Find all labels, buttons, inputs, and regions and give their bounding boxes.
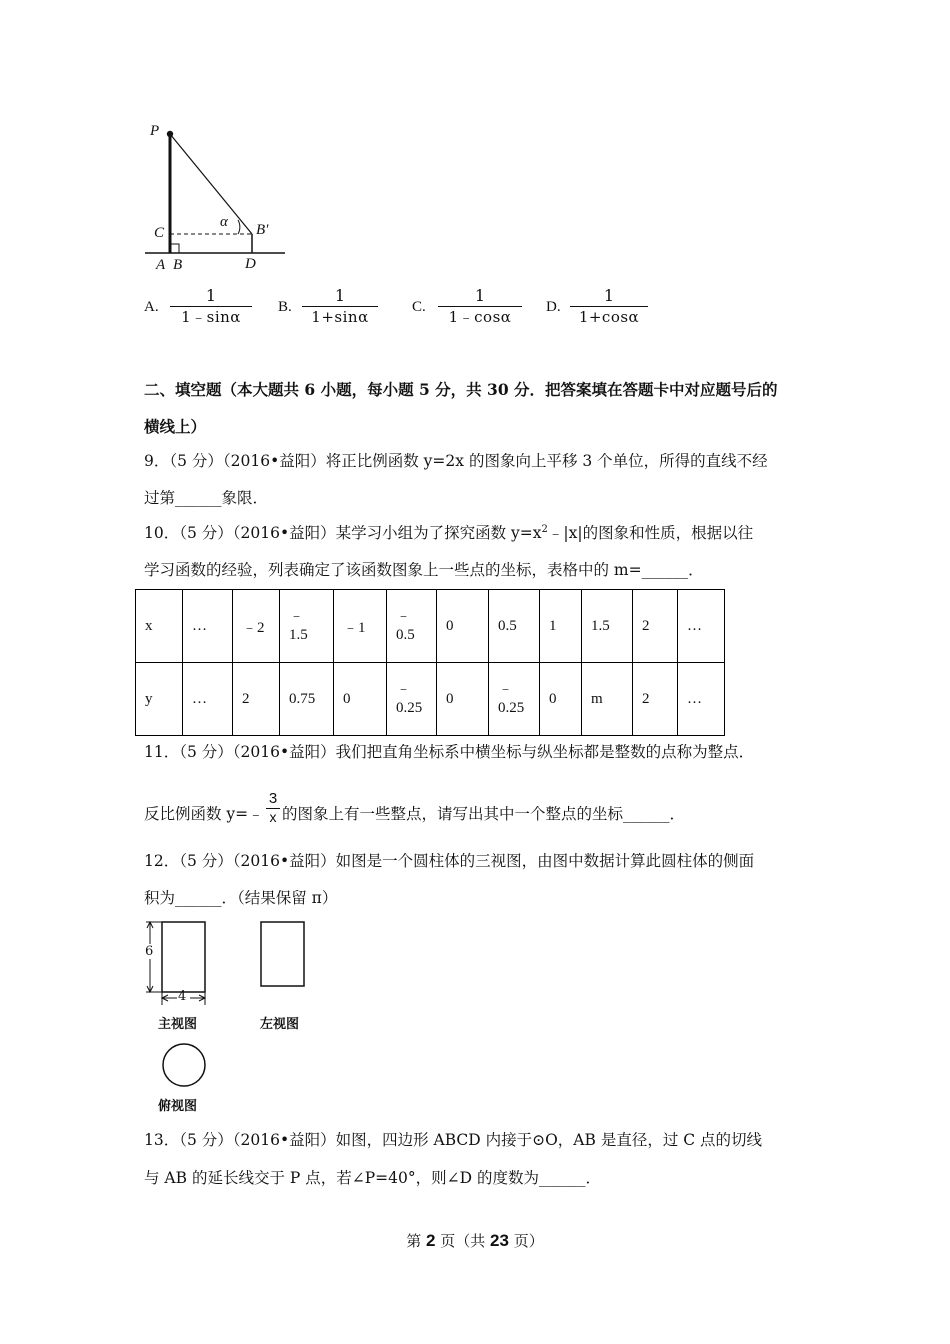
table-cell: ﹣ 0.25 — [489, 663, 540, 736]
width-label: 4 — [178, 989, 187, 1004]
label-alpha: α — [220, 214, 228, 230]
question-11-formula-post: 的图象上有一些整点，请写出其中一个整点的坐标______． — [282, 805, 686, 823]
label-D: D — [245, 256, 256, 272]
table-cell: 1.5 — [582, 590, 633, 663]
question-13: 13．（5 分）（2016•益阳）如图，四边形 ABCD 内接于⊙O，AB 是直径，过 C 点的切线 — [144, 1131, 763, 1149]
label-B: B — [173, 257, 183, 273]
option-c-label: C. — [412, 299, 426, 315]
table-cell: 0 — [540, 663, 582, 736]
option-d-label: D. — [546, 299, 561, 315]
table-cell: m — [582, 663, 633, 736]
section-heading-cont: 横线上） — [144, 417, 207, 436]
table-cell: ﹣1 — [334, 590, 387, 663]
table-row-x — [136, 590, 725, 663]
page-number: 2 — [426, 1231, 436, 1250]
label-C: C — [154, 225, 165, 241]
table-cell: ﹣ 0.25 — [387, 663, 437, 736]
question-12-cont: 积为______．（结果保留 π） — [144, 889, 338, 907]
question-9: 9．（5 分）（2016•益阳）将正比例函数 y=2x 的图象向上平移 3 个单位，所得的直线不经 — [144, 452, 768, 470]
value-table — [135, 589, 725, 736]
table-row-y — [136, 663, 725, 736]
label-P: P — [150, 123, 160, 139]
option-b-label: B. — [278, 299, 292, 315]
table-cell: 1 — [540, 590, 582, 663]
question-12: 12．（5 分）（2016•益阳）如图是一个圆柱体的三视图，由图中数据计算此圆柱体的侧面 — [144, 852, 755, 870]
question-11: 11．（5 分）（2016•益阳）我们把直角坐标系中横坐标与纵坐标都是整数的点称为整点． — [144, 743, 755, 761]
question-10: 10．（5 分）（2016•益阳）某学习小组为了探究函数 $y=x^2﹣|x|$的图象和性质，根据以往 — [144, 523, 754, 542]
page-total: 23 — [490, 1231, 509, 1250]
table-cell: … — [183, 590, 233, 663]
table-cell: 2 — [233, 663, 280, 736]
question-11-fraction: 3 x — [266, 790, 280, 826]
label-B-prime: B′ — [256, 222, 269, 238]
front-view-label: 主视图 — [158, 1017, 198, 1032]
table-cell: 2 — [633, 663, 678, 736]
table-cell: ﹣ 1.5 — [280, 590, 334, 663]
option-c-fraction: 1 1﹣cosα — [438, 287, 522, 326]
question-10-cont: 学习函数的经验，列表确定了该函数图象上一些点的坐标，表格中的 m=______． — [144, 561, 704, 579]
table-cell: ﹣ 0.5 — [387, 590, 437, 663]
table-cell: y — [136, 663, 183, 736]
option-a-label: A. — [144, 299, 159, 315]
section-heading: 二、填空题（本大题共 6 小题，每小题 5 分，共 30 分．把答案填在答题卡中对应题号后的 — [144, 380, 778, 399]
question-9-cont: 过第______象限． — [144, 489, 269, 507]
table-cell: 0.5 — [489, 590, 540, 663]
top-view-label: 俯视图 — [158, 1099, 198, 1114]
table-cell: … — [678, 590, 725, 663]
table-cell: ﹣2 — [233, 590, 280, 663]
table-cell: … — [678, 663, 725, 736]
three-views-diagram — [140, 915, 320, 1090]
label-A: A — [156, 257, 166, 273]
left-view-label: 左视图 — [260, 1017, 300, 1032]
option-b-fraction: 1 1+sinα — [302, 287, 378, 326]
geometry-diagram — [140, 120, 300, 275]
table-cell: x — [136, 590, 183, 663]
option-d-fraction: 1 1+cosα — [570, 287, 648, 326]
height-label: 6 — [145, 944, 154, 959]
page-footer: 第 2 页（共 23 页） — [406, 1231, 544, 1250]
option-a-fraction: 1 1﹣sinα — [170, 287, 252, 326]
table-cell: 0 — [334, 663, 387, 736]
table-cell: 0 — [437, 590, 489, 663]
table-cell: 2 — [633, 590, 678, 663]
question-13-cont: 与 AB 的延长线交于 P 点，若∠P=40°，则∠D 的度数为______． — [144, 1169, 601, 1187]
table-cell: … — [183, 663, 233, 736]
table-cell: 0 — [437, 663, 489, 736]
question-11-formula-pre: 反比例函数 y=﹣ — [144, 805, 264, 823]
table-cell: 0.75 — [280, 663, 334, 736]
